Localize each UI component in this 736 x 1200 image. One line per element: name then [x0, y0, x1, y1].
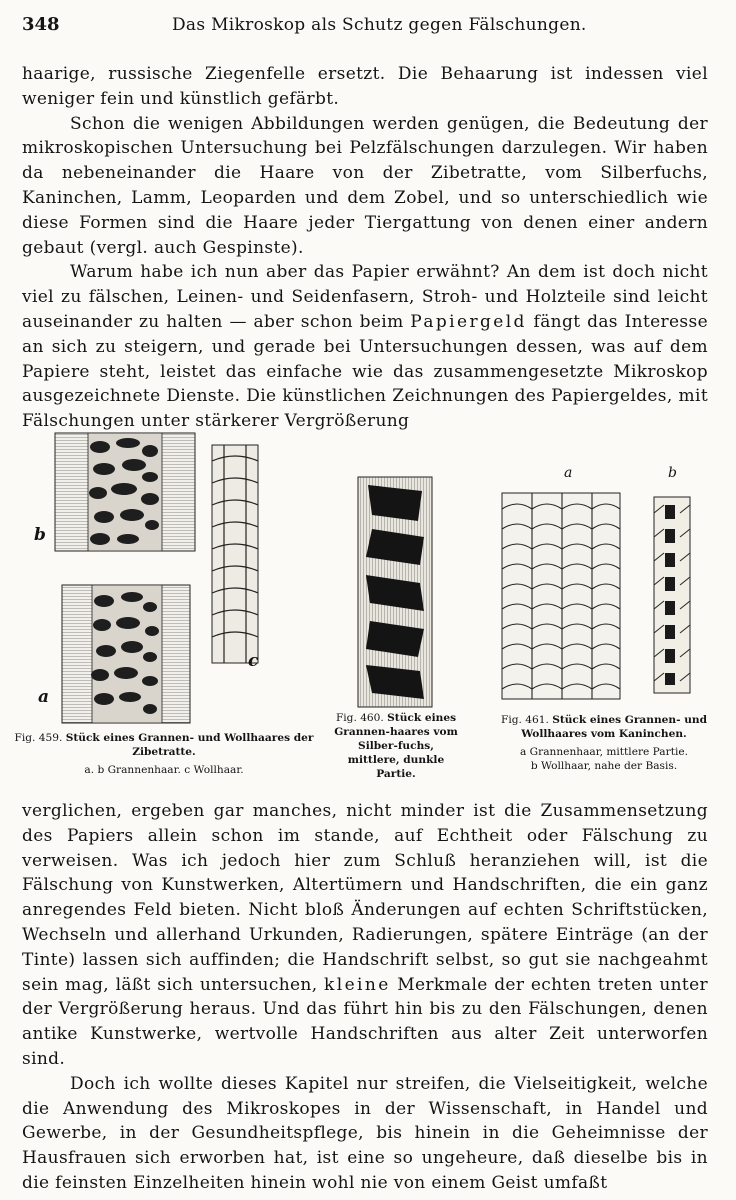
paragraph-3-part-1: Warum habe ich nun aber das Papier erwähnt? An dem ist doch nicht viel zu fälschen, Leinen- und Seidenfasern, Stroh- und Holzteile sind leicht auseinander zu halten — aber schon beim — [22, 262, 708, 332]
paragraph-4 — [22, 799, 708, 1072]
fig460-hair — [358, 477, 432, 707]
fig459-label-a: a — [38, 687, 50, 707]
running-header — [22, 14, 706, 40]
paragraph-5: Doch ich wollte dieses Kapitel nur streifen, die Vielseitigkeit, welche die Anwendung des Mikroskopes in der Wissenschaft, in Handel und Gewerbe, in der Gesundheitspflege, bis hinein in die Geheimnisse der Hausfrauen sich erworben hat, ist eine so ungeheure, daß dieselbe bis in die feinsten Einzelheiten hinein wohl nie von einem Geist umfaßt — [22, 1073, 708, 1193]
fig459-caption — [14, 731, 314, 777]
fig459-title: Stück eines Grannen- und Wollhaares der Zibetratte. — [65, 732, 314, 758]
fig461-number: Fig. 461. — [500, 714, 549, 726]
fig459-hair-c — [212, 445, 258, 663]
paragraph-2: Schon die wenigen Abbildungen werden genügen, die Bedeutung der mikroskopischen Untersuchung bei Pelzfälschungen darzulegen. Wir haben da nebeneinander die Haare von der Zibetratte, vom Silberfuchs, Kaninchen, Lamm, Leoparden und dem Zobel, und so unterschiedlich wie diese Formen sind die Haare jeder Tiergattung von denen einer andern gebaut (vergl. auch Gespinste). — [22, 113, 708, 258]
emphasis-papiergeld: Papiergeld — [410, 311, 527, 332]
fig460-caption — [334, 711, 458, 781]
fig461-label-a: a — [564, 465, 573, 481]
fig461-label-b: b — [668, 465, 677, 481]
fig461-subcaption-1: a Grannenhaar, mittlere Partie. — [520, 746, 688, 758]
paragraph-4-part-1: verglichen, ergeben gar manches, nicht minder ist die Zusammensetzung des Papiers allein schon im stande, auf Echtheit oder Fälschung zu verweisen. Was ich jedoch hier zum Schluß heranziehen will, ist die Fälschung von Kunstwerken, Altertümern und Handschriften, die ein ganz anregendes Feld bieten. Nicht bloß Änderungen auf echten Schriftstücken, Wechseln und allerhand Urkunden, Radierungen, spätere Einträge (an der Tinte) lassen sich auffinden; die Handschrift selbst, so gut sie nachgeahmt sein mag, läßt sich untersuchen, — [22, 801, 708, 995]
fig461-subcaption-2: b Wollhaar, nahe der Basis. — [530, 760, 678, 772]
paragraph-3-part-2: fängt das Interesse an sich zu steigern, und gerade bei Untersuchungen dessen, was auf dem Papiere steht, leistet das einfache wie das zusammengesetzte Mikroskop ausgezeichnete Dienste. Die künstlichen Zeichnungen des Papiergeldes, mit Fälschungen unter stärkerer Vergrößerung — [22, 311, 708, 432]
fig460-number: Fig. 460. — [335, 712, 384, 724]
fig459-number: Fig. 459. — [14, 732, 63, 744]
body-text-top — [22, 62, 708, 434]
emphasis-kleine: kleine — [324, 974, 391, 995]
fig459-subcaption: a. b Grannenhaar. c Wollhaar. — [84, 764, 244, 776]
fig459-label-b: b — [34, 525, 46, 545]
figure-plate — [0, 425, 736, 795]
fig459-hair-a — [62, 585, 190, 723]
paragraph-3 — [22, 260, 708, 434]
fig461-hair-b — [654, 497, 690, 693]
fig461-title: Stück eines Grannen- und Wollhaares vom Kaninchen. — [521, 714, 708, 740]
running-title: Das Mikroskop als Schutz gegen Fälschungen. — [172, 15, 587, 35]
paragraph-1: haarige, russische Ziegenfelle ersetzt. Die Behaarung ist indessen viel weniger fein und künstlich gefärbt. — [22, 64, 708, 109]
body-text-bottom — [22, 799, 708, 1196]
paragraph-4-part-2: Merkmale der echten treten unter der Vergrößerung heraus. Und das führt hin bis zu den Fälschungen, denen antike Kunstwerke, wertvolle Handschriften aus alter Zeit unterworfen sind. — [22, 974, 708, 1069]
fig461-caption — [484, 713, 724, 773]
page-number: 348 — [22, 14, 60, 35]
fig459-label-c: c — [248, 651, 259, 671]
fig460-title: Stück eines Grannen-haares vom Silber-fuchs, mittlere, dunkle Partie. — [334, 712, 458, 780]
fig459-hair-b — [55, 433, 195, 551]
fig461-hair-a — [502, 493, 620, 699]
